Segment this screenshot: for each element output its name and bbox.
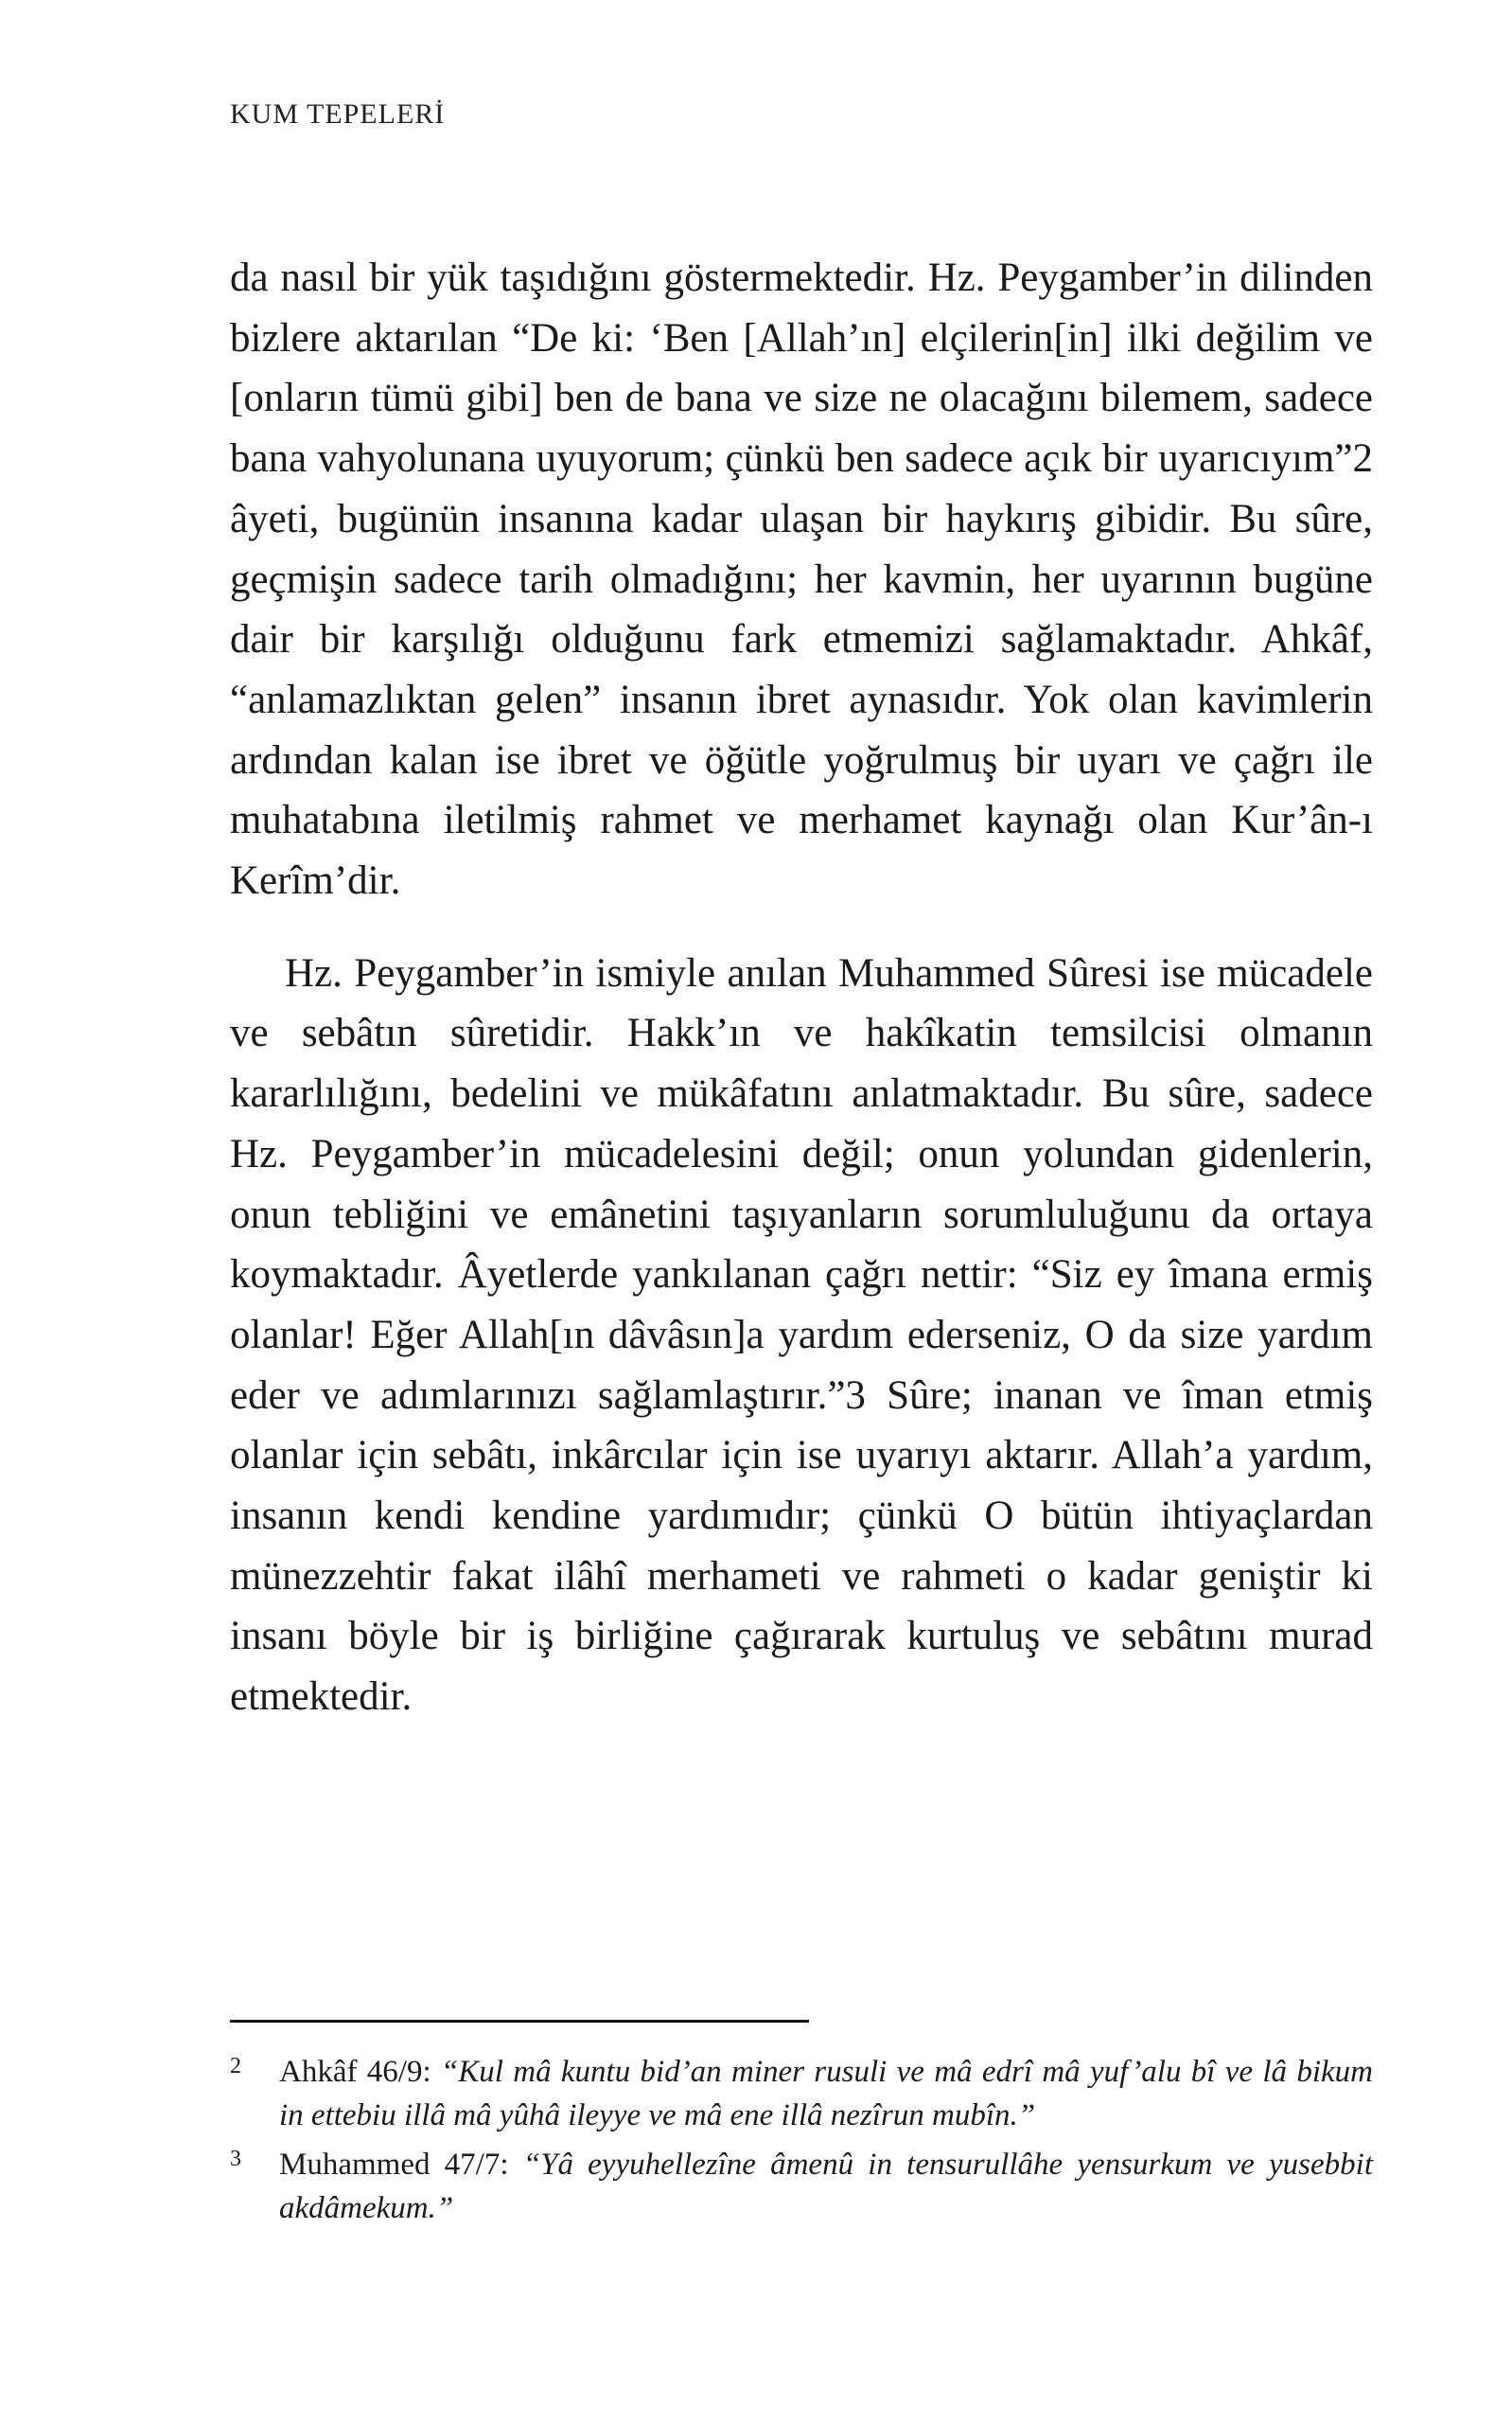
footnote-reference: Muhammed 47/7:	[279, 2148, 523, 2182]
footnote-number: 2	[230, 2054, 241, 2078]
footnote-reference: Ahkâf 46/9:	[279, 2055, 441, 2089]
footnote-3	[230, 2143, 1373, 2230]
paragraph-1: da nasıl bir yük taşıdığını göstermektedir. Hz. Peygamber’in dilinden bizlere aktarılan “De ki: ‘Ben [Allah’ın] elçilerin[in] ilki değilim ve [onların tümü gibi] ben de bana ve size ne olacağını bilemem, sadece bana vahyolunana uyuyorum; çünkü ben sadece açık bir uyarıcıyım”2 âyeti, bugünün insanına kadar ulaşan bir haykırış gibidir. Bu sûre, geçmişin sadece tarih olmadığını; her kavmin, her uyarının bugüne dair bir karşılığı olduğunu fark etmemizi sağlamaktadır. Ahkâf, “anlamazlıktan gelen” insanın ibret aynasıdır. Yok olan kavimlerin ardından kalan ise ibret ve öğütle yoğrulmuş bir uyarı ve çağrı ile muhatabına iletilmiş rahmet ve merhamet kaynağı olan Kur’ân-ı Kerîm’dir.	[230, 256, 1373, 904]
footnote-separator	[230, 2020, 809, 2023]
footnote-2	[230, 2050, 1373, 2137]
body-text	[230, 248, 1373, 1727]
running-header: KUM TEPELERİ	[230, 98, 446, 130]
footnote-quote: “Kul mâ kuntu bid’an miner rusuli ve mâ edrî mâ yuf’alu bî ve lâ bikum in ettebiu illâ mâ yûhâ ileyye ve mâ ene illâ nezîrun mubîn.”	[279, 2055, 1373, 2132]
paragraph-2: Hz. Peygamber’in ismiyle anılan Muhammed Sûresi ise mücadele ve sebâtın sûretidir. Hakk’ın ve hakîkatin temsilcisi olmanın kararlılığını, bedelini ve mükâfatını anlatmaktadır. Bu sûre, sadece Hz. Peygamber’in mücadelesini değil; onun yolundan gidenlerin, onun tebliğini ve emânetini taşıyanların sorumluluğunu da ortaya koymaktadır. Âyetlerde yankılanan çağrı nettir: “Siz ey îmana ermiş olanlar! Eğer Allah[ın dâvâsın]a yardım ederseniz, O da size yardım eder ve adımlarınızı sağlamlaştırır.”3 Sûre; inanan ve îman etmiş olanlar için sebâtı, inkârcılar için ise uyarıyı aktarır. Allah’a yardım, insanın kendi kendine yardımıdır; çünkü O bütün ihtiyaçlardan münezzehtir fakat ilâhî merhameti ve rahmeti o kadar geniştir ki insanı böyle bir iş birliğine çağırarak kurtuluş ve sebâtını murad etmektedir.	[230, 950, 1373, 1720]
footnotes	[230, 2050, 1373, 2236]
footnote-quote: “Yâ eyyuhellezîne âmenû in tensurullâhe yensurkum ve yusebbit akdâmekum.”	[279, 2148, 1373, 2225]
footnote-number: 3	[230, 2147, 241, 2171]
